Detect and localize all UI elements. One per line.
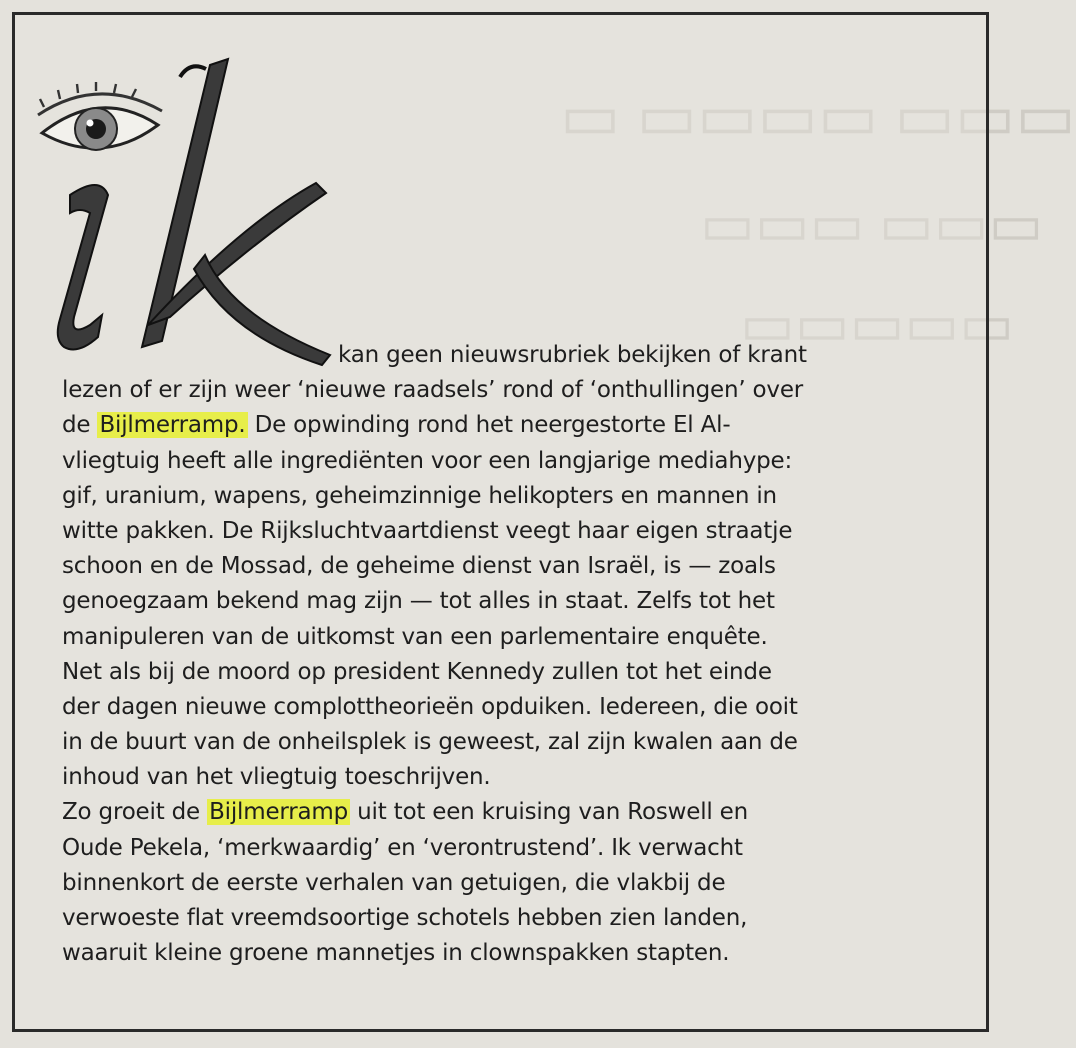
article-text: De opwinding rond het neergestorte El Al- — [247, 412, 731, 439]
article-line: binnenkort de eerste verhalen van getuigen, die vlakbij de — [62, 869, 726, 896]
article-line: lezen of er zijn weer ‘nieuwe raadsels’ rond of ‘onthullingen’ over — [62, 377, 804, 404]
article-line: in de buurt van de onheilsplek is geweest, zal zijn kwalen aan de — [62, 729, 798, 756]
article-line: vliegtuig heeft alle ingrediënten voor een langjarige mediahype: — [62, 447, 793, 474]
article-line: der dagen nieuwe complottheorieën opduiken. Iedereen, die ooit — [62, 693, 798, 720]
article-line: manipuleren van de uitkomst van een parlementaire enquête. — [62, 623, 768, 650]
article-line: gif, uranium, wapens, geheimzinnige helikopters en mannen in — [62, 482, 777, 509]
highlighted-term: Bijlmerramp. — [99, 412, 246, 439]
bleed-through-text: ▭▭▭▭▭ — [740, 292, 1014, 357]
article-text: uit tot een kruising van Roswell en — [350, 799, 749, 826]
column-logo — [30, 55, 340, 375]
highlighted-term: Bijlmerramp — [209, 799, 349, 826]
article-line — [62, 408, 977, 443]
article-text: Zo groeit de — [62, 799, 208, 826]
bleed-through-text: ▭ ▭▭▭▭ ▭▭▭ — [560, 81, 1076, 152]
bleed-through-text: ▭▭▭ ▭▭▭ — [700, 192, 1044, 257]
article-line — [62, 795, 977, 830]
ik-logo-graphic — [30, 55, 340, 375]
article-line: kan geen nieuwsrubriek bekijken of krant — [338, 342, 807, 368]
letter-k-glyph — [142, 59, 330, 365]
article-line: waaruit kleine groene mannetjes in clownspakken stapten. — [62, 940, 730, 967]
article-text: de — [62, 412, 98, 439]
article-line: Oude Pekela, ‘merkwaardig’ en ‘verontrustend’. Ik verwacht — [62, 834, 743, 861]
article-body — [62, 338, 977, 971]
article-line: witte pakken. De Rijksluchtvaartdienst veegt haar eigen straatje — [62, 517, 793, 544]
eye-icon — [38, 82, 162, 150]
article-line: inhoud van het vliegtuig toeschrijven. — [62, 764, 491, 791]
article-line: verwoeste flat vreemdsoortige schotels hebben zien landen, — [62, 905, 748, 931]
article-line: schoon en de Mossad, de geheime dienst van Israël, is — zoals — [62, 553, 776, 580]
letter-i-glyph — [58, 185, 108, 349]
article-line: Net als bij de moord op president Kennedy zullen tot het einde — [62, 658, 772, 685]
article-line: genoegzaam bekend mag zijn — tot alles in staat. Zelfs tot het — [62, 588, 775, 615]
